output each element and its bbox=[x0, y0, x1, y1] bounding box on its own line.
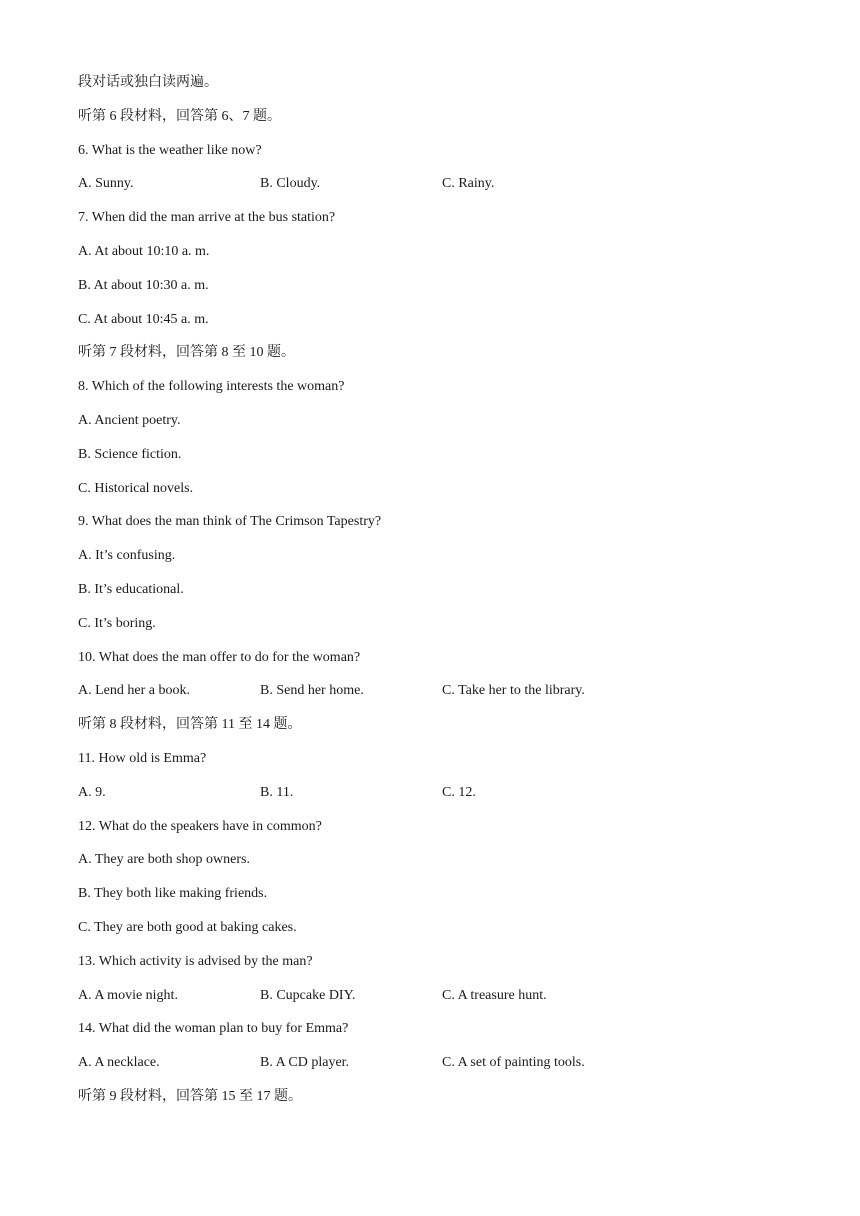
section-heading: 听第 9 段材料，回答第 15 至 17 题。 bbox=[78, 1088, 302, 1104]
option-b: B. A CD player. bbox=[260, 1055, 350, 1071]
option-b: B. At about 10:30 a. m. bbox=[78, 277, 209, 293]
question-stem: 8. Which of the following interests the woman? bbox=[78, 379, 345, 395]
options-row bbox=[78, 681, 798, 715]
intro-text: 段对话或独白读两遍。 bbox=[78, 75, 218, 90]
question-stem: 7. When did the man arrive at the bus station? bbox=[78, 210, 336, 226]
section-heading: 听第 8 段材料，回答第 11 至 14 题。 bbox=[78, 717, 302, 733]
question-stem: 11. How old is Emma? bbox=[78, 750, 207, 766]
option-a: A. Ancient poetry. bbox=[78, 412, 181, 428]
option-b: B. It’s educational. bbox=[78, 581, 184, 597]
option-c: C. Historical novels. bbox=[78, 480, 194, 496]
option-b: B. Science fiction. bbox=[78, 446, 182, 462]
option-c: C. A set of painting tools. bbox=[442, 1055, 585, 1071]
option-a: A. They are both shop owners. bbox=[78, 852, 250, 868]
option-c: C. At about 10:45 a. m. bbox=[78, 311, 209, 327]
option-b: B. Cloudy. bbox=[260, 176, 321, 192]
question-stem: 12. What do the speakers have in common? bbox=[78, 818, 322, 834]
question-stem: 13. Which activity is advised by the man? bbox=[78, 953, 313, 969]
option-c: C. A treasure hunt. bbox=[442, 987, 547, 1003]
option-a: A. Lend her a book. bbox=[78, 683, 190, 699]
option-b: B. They both like making friends. bbox=[78, 886, 268, 902]
option-a: A. At about 10:10 a. m. bbox=[78, 243, 210, 259]
exam-page bbox=[78, 73, 798, 1121]
options-row bbox=[78, 1053, 798, 1087]
option-b: B. Cupcake DIY. bbox=[260, 987, 356, 1003]
option-c: C. It’s boring. bbox=[78, 615, 156, 631]
section-heading: 听第 7 段材料，回答第 8 至 10 题。 bbox=[78, 345, 295, 361]
question-stem: 6. What is the weather like now? bbox=[78, 142, 262, 158]
options-row bbox=[78, 986, 798, 1020]
question-stem: 10. What does the man offer to do for the woman? bbox=[78, 649, 361, 665]
options-row bbox=[78, 174, 798, 208]
option-a: A. A movie night. bbox=[78, 987, 178, 1003]
option-c: C. Rainy. bbox=[442, 176, 495, 192]
option-a: A. Sunny. bbox=[78, 176, 134, 192]
option-a: A. 9. bbox=[78, 784, 106, 800]
section-heading: 听第 6 段材料，回答第 6、7 题。 bbox=[78, 108, 281, 124]
question-stem: 9. What does the man think of The Crimson Tapestry? bbox=[78, 514, 382, 530]
option-c: C. 12. bbox=[442, 784, 476, 800]
option-c: C. Take her to the library. bbox=[442, 683, 585, 699]
option-b: B. 11. bbox=[260, 784, 294, 800]
option-b: B. Send her home. bbox=[260, 683, 364, 699]
option-a: A. It’s confusing. bbox=[78, 548, 176, 564]
question-stem: 14. What did the woman plan to buy for Emma? bbox=[78, 1021, 349, 1037]
option-c: C. They are both good at baking cakes. bbox=[78, 919, 297, 935]
options-row bbox=[78, 783, 798, 817]
option-a: A. A necklace. bbox=[78, 1055, 160, 1071]
